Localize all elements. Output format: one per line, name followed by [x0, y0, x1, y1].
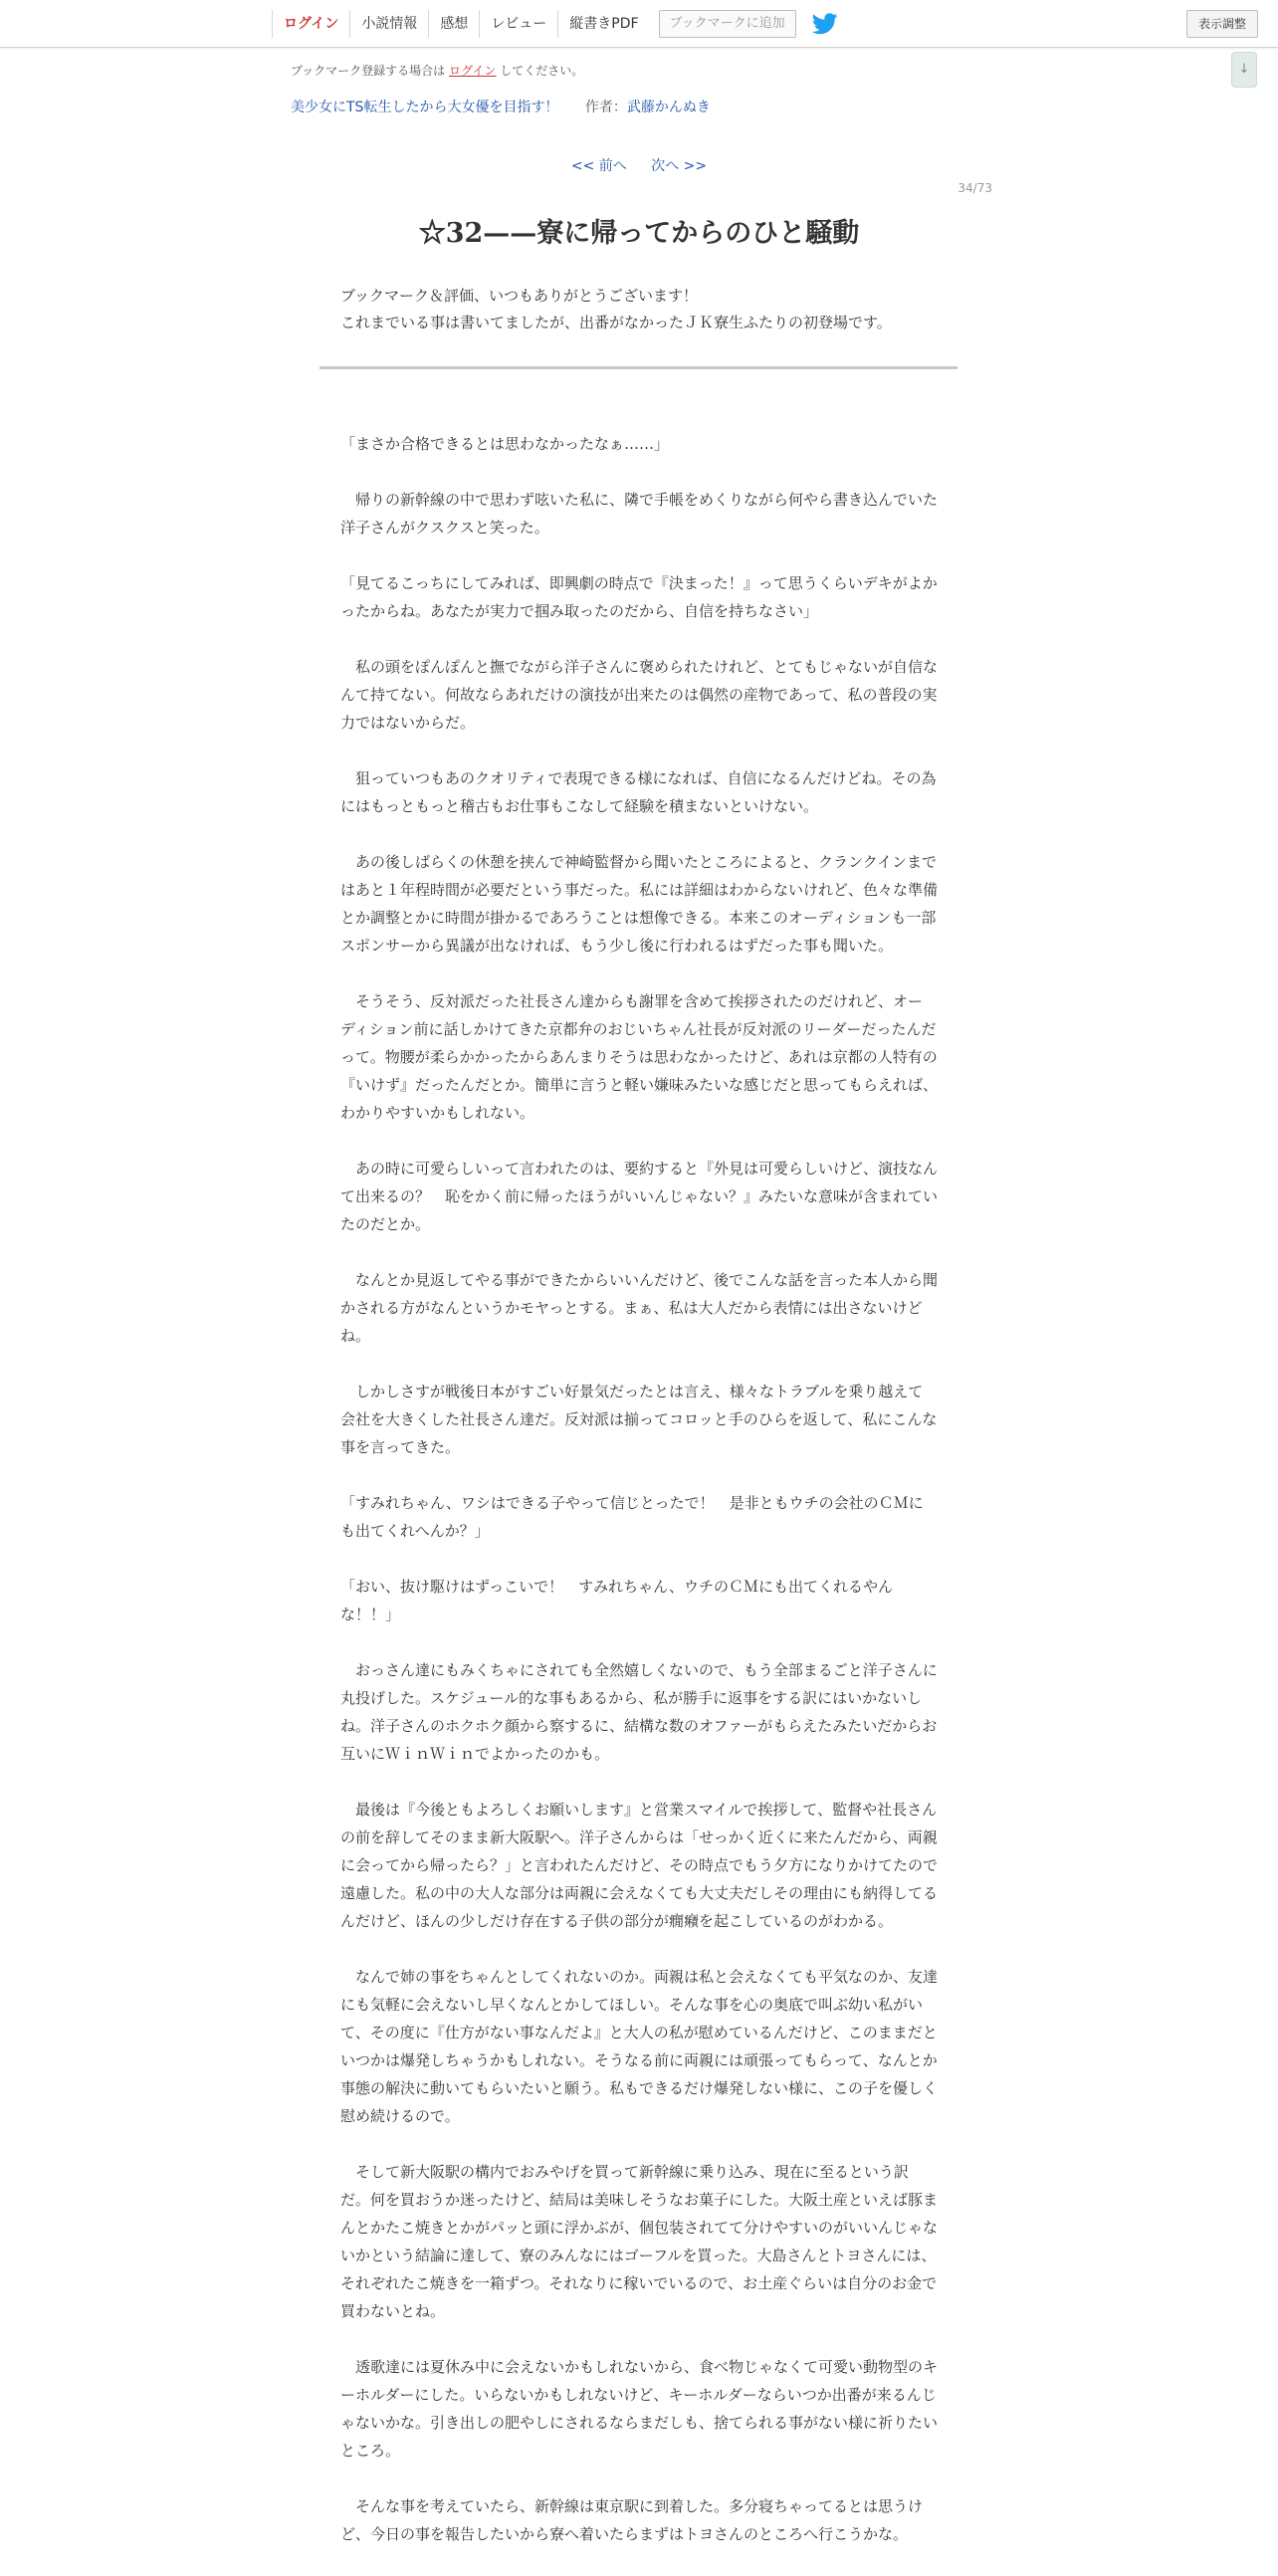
novel-info [291, 97, 711, 116]
body-paragraph: あの時に可愛らしいって言われたのは、要約すると『外見は可愛らしいけど、演技なんて出来るの？ 恥をかく前に帰ったほうがいいんじゃない？』みたいな意味が含まれていたのだとか。 [340, 1160, 939, 1233]
author-label: 作者： [584, 100, 627, 115]
body-paragraph: 「すみれちゃん、ワシはできる子やって信じとったで！ 是非ともウチの会社のＣＭにも出てくれへんか？」 [340, 1494, 924, 1540]
login-notice-prefix: ブックマーク登録する場合は [291, 64, 446, 78]
chapter-preface [340, 283, 958, 336]
login-notice [291, 62, 583, 79]
body-paragraph: そうそう、反対派だった社長さん達からも謝罪を含めて挨拶されたのだけれど、オーディション前に話しかけてきた京都弁のおじいちゃん社長が反対派のリーダーだったんだって。物腰が柔らかかったからあんまりそうは思わなかったけど、あれは京都の人特有の『いけず』だったんだとか。簡単に言うと軽い嫌味みたいな感じだと思ってもらえれば、わかりやすいかもしれない。 [340, 992, 939, 1122]
preface-line: ブックマーク＆評価、いつもありがとうございます！ [340, 287, 698, 305]
page-count: 34/73 [958, 181, 992, 195]
prev-page-link[interactable]: << 前へ [570, 158, 627, 174]
body-paragraph: なんで姉の事をちゃんとしてくれないのか。両親は私と会えなくても平気なのか、友達にも気軽に会えないし早くなんとかしてほしい。そんな事を心の奥底で叫ぶ幼い私がいて、その度に『仕方がない事なんだよ』と大人の私が慰めているんだけど、このままだといつかは爆発しちゃうかもしれない。そうなる前に両親には頑張ってもらって、なんとか事態の解決に動いてもらいたいと願う。私もできるだけ爆発しない様に、この子を優しく慰め続けるので。 [340, 1968, 939, 2125]
add-bookmark-button[interactable]: ブックマークに追加 [659, 10, 796, 38]
login-notice-link[interactable]: ログイン [449, 64, 497, 78]
scroll-down-icon[interactable]: ↓ [1231, 52, 1257, 88]
body-paragraph: 「まさか合格できるとは思わなかったなぁ……」 [340, 435, 670, 453]
body-paragraph: 狙っていつもあのクオリティで表現できる様になれば、自信になるんだけどね。その為にはもっともっと稽古もお仕事もこなして経験を積まないといけない。 [340, 769, 937, 815]
nav-review-link[interactable]: レビュー [479, 10, 557, 38]
body-paragraph: そんな事を考えていたら、新幹線は東京駅に到着した。多分寝ちゃってるとは思うけど、今日の事を報告したいから寮へ着いたらまずはトヨさんのところへ行こうかな。 [340, 2497, 924, 2543]
body-paragraph: 最後は『今後ともよろしくお願いします』と営業スマイルで挨拶して、監督や社長さんの前を辞してそのまま新大阪駅へ。洋子さんからは「せっかく近くに来たんだから、両親に会ってから帰ったら？」と言われたんだけど、その時点でもう夕方になりかけてたので遠慮した。私の中の大人な部分は両親に会えなくても大丈夫だしその理由にも納得してるんだけど、ほんの少しだけ存在する子供の部分が癇癪を起こしているのがわかる。 [340, 1801, 939, 1930]
body-paragraph: しかしさすが戦後日本がすごい好景気だったとは言え、様々なトラブルを乗り越えて会社を大きくした社長さん達だ。反対派は揃ってコロッと手のひらを返して、私にこんな事を言ってきた。 [340, 1383, 938, 1456]
twitter-icon[interactable] [812, 13, 838, 35]
nav-impressions-link[interactable]: 感想 [428, 10, 479, 38]
nav-list [272, 9, 838, 39]
top-nav-bar [0, 0, 1278, 48]
preface-divider [320, 366, 958, 369]
body-paragraph: 透歌達には夏休み中に会えないかもしれないから、食べ物じゃなくて可愛い動物型のキーホルダーにした。いらないかもしれないけど、キーホルダーならいつか出番が来るんじゃないかな。引き出しの肥やしにされるならまだしも、捨てられる事がない様に祈りたいところ。 [340, 2358, 939, 2460]
nav-login-link[interactable]: ログイン [272, 10, 349, 38]
display-settings-button[interactable]: 表示調整 [1186, 10, 1258, 38]
body-paragraph: 帰りの新幹線の中で思わず呟いた私に、隣で手帳をめくりながら何やら書き込んでいた洋子さんがクスクスと笑った。 [340, 491, 939, 537]
body-paragraph: おっさん達にもみくちゃにされても全然嬉しくないので、もう全部まるごと洋子さんに丸投げした。スケジュール的な事もあるから、私が勝手に返事をする訳にはいかないしね。洋子さんのホクホク顔から察するに、結構な数のオファーがもらえたみたいだからお互いにＷｉｎＷｉｎでよかったのかも。 [340, 1661, 938, 1763]
chapter-body [340, 430, 938, 2576]
author-link[interactable]: 武藤かんぬき [626, 100, 711, 115]
body-paragraph: なんとか見返してやる事ができたからいいんだけど、後でこんな話を言った本人から聞かされる方がなんというかモヤっとする。まぁ、私は大人だから表情には出さないけどね。 [340, 1271, 939, 1345]
body-paragraph: 私の頭をぽんぽんと撫でながら洋子さんに褒められたけれど、とてもじゃないが自信なんて持てない。何故ならあれだけの演技が出来たのは偶然の産物であって、私の普段の実力ではないからだ。 [340, 658, 939, 732]
preface-line: これまでいる事は書いてましたが、出番がなかったＪＫ寮生ふたりの初登場です。 [340, 314, 892, 331]
nav-novel-info-link[interactable]: 小説情報 [349, 10, 428, 38]
body-paragraph: 「見てるこっちにしてみれば、即興劇の時点で『決まった！』って思うくらいデキがよかったからね。あなたが実力で掴み取ったのだから、自信を持ちなさい」 [340, 574, 938, 620]
novel-title-link[interactable]: 美少女にTS転生したから大女優を目指す！ [291, 100, 559, 115]
body-paragraph: そして新大阪駅の構内でおみやげを買って新幹線に乗り込み、現在に至るという訳だ。何を買おうか迷ったけど、結局は美味しそうなお菓子にした。大阪土産といえば豚まんとかたこ焼きとかがパッと頭に浮かぶが、個包装されてて分けやすいのがいいんじゃないかという結論に達して、寮のみんなにはゴーフルを買った。大島さんとトヨさんには、それぞれたこ焼きを一箱ずつ。それなりに稼いでいるので、お土産ぐらいは自分のお金で買わないとね。 [340, 2163, 939, 2320]
login-notice-suffix: してください。 [500, 64, 584, 78]
next-page-link[interactable]: 次へ >> [651, 158, 708, 174]
nav-vertical-pdf-link[interactable]: 縦書きPDF [557, 10, 649, 38]
chapter-title: ☆32——寮に帰ってからのひと騒動 [418, 218, 860, 249]
body-paragraph: 「おい、抜け駆けはずっこいで！ すみれちゃん、ウチのＣＭにも出てくれるやんな！！」 [340, 1578, 894, 1623]
body-paragraph: あの後しばらくの休憩を挟んで神崎監督から聞いたところによると、クランクインまではあと１年程時間が必要だという事だった。私には詳細はわからないけれど、色々な準備とか調整とかに時間が掛かるであろうことは想像できる。本来このオーディションも一部スポンサーから異議が出なければ、もう少し後に行われるはずだった事も聞いた。 [340, 853, 939, 955]
pager [0, 155, 1278, 175]
